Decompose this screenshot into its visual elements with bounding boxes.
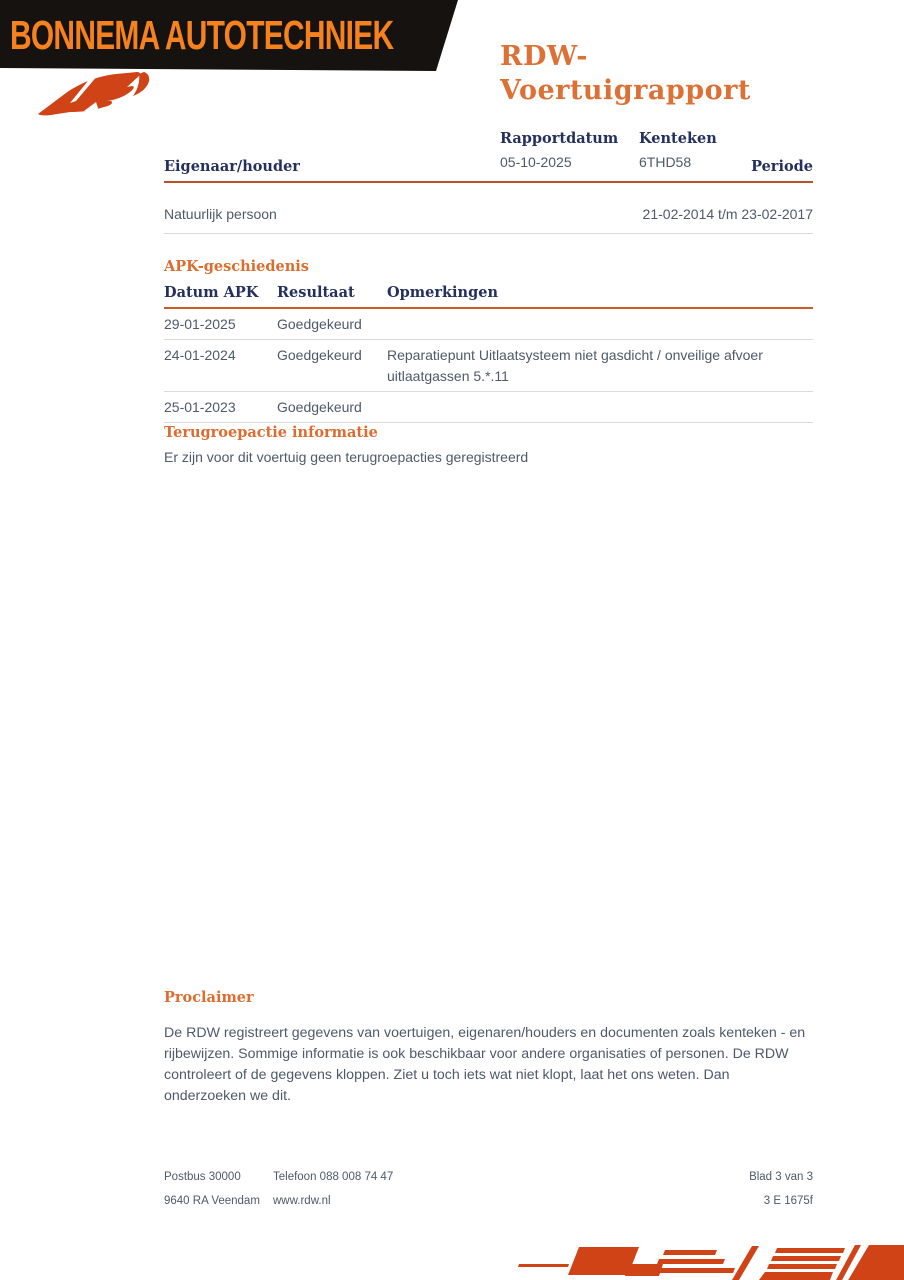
footer-postbus: Postbus 30000 (164, 1171, 241, 1183)
period-column-header: Periode (751, 158, 813, 175)
apk-table-header (164, 284, 813, 309)
owner-type: Natuurlijk persoon (164, 206, 277, 222)
apk-resultaat: Goedgekeurd (277, 399, 362, 415)
brand-name: BONNEMA AUTOTECHNIEK (10, 12, 394, 58)
license-plate-value: 6THD58 (639, 154, 692, 170)
proclaimer-text: De RDW registreert gegevens van voertuigen, eigenaren/houders en documenten zoals kenteken - en rijbewijzen. Sommige informatie is ook beschikbaar voor andere organisaties of personen. De RDW controleert of de gegevens kloppen. Ziet u toch iets wat niet klopt, laat het ons weten. Dan onderzoeken we dit. (164, 1025, 806, 1104)
apk-col-resultaat: Resultaat (277, 284, 355, 301)
owner-period: 21-02-2014 t/m 23-02-2017 (642, 206, 813, 222)
apk-section-heading: APK-geschiedenis (164, 258, 309, 275)
brand-banner (0, 0, 470, 125)
report-title: RDW-Voertuigrapport (500, 41, 751, 106)
apk-datum: 29-01-2025 (164, 316, 236, 332)
brand-swoosh-icon (28, 66, 168, 121)
apk-table-row (164, 309, 813, 340)
recall-section (164, 424, 813, 465)
apk-col-datum: Datum APK (164, 284, 259, 301)
apk-col-opmerkingen: Opmerkingen (387, 284, 498, 301)
footer-form-code: 3 E 1675f (763, 1195, 813, 1207)
owner-section-heading: Eigenaar/houder (164, 158, 300, 175)
apk-datum: 25-01-2023 (164, 399, 236, 415)
apk-opmerkingen (387, 314, 813, 335)
apk-table-row (164, 392, 813, 423)
page-footer (164, 1171, 813, 1219)
footer-page-indicator: Blad 3 van 3 (749, 1171, 813, 1183)
apk-opmerkingen (387, 397, 813, 418)
report-date-label: Rapportdatum (500, 130, 619, 147)
owner-row (164, 183, 813, 234)
recall-section-heading: Terugroepactie informatie (164, 424, 378, 441)
speed-stripes-icon (509, 1238, 904, 1280)
apk-table-row (164, 340, 813, 392)
apk-datum: 24-01-2024 (164, 347, 236, 363)
apk-resultaat: Goedgekeurd (277, 347, 362, 363)
proclaimer-section (164, 989, 813, 1107)
recall-text: Er zijn voor dit voertuig geen terugroepacties geregistreerd (164, 449, 529, 465)
apk-opmerkingen: Reparatiepunt Uitlaatsysteem niet gasdicht / onveilige afvoer uitlaatgassen 5.*.11 (387, 347, 763, 384)
report-date-value: 05-10-2025 (500, 154, 572, 170)
report-header (500, 40, 820, 170)
apk-history-section (164, 258, 813, 423)
proclaimer-heading: Proclaimer (164, 989, 254, 1006)
owner-section (164, 158, 813, 234)
apk-resultaat: Goedgekeurd (277, 316, 362, 332)
apk-table (164, 284, 813, 423)
footer-city: 9640 RA Veendam (164, 1195, 260, 1207)
license-plate-label: Kenteken (639, 130, 717, 147)
footer-phone: Telefoon 088 008 74 47 (273, 1171, 394, 1183)
footer-website: www.rdw.nl (273, 1195, 331, 1207)
